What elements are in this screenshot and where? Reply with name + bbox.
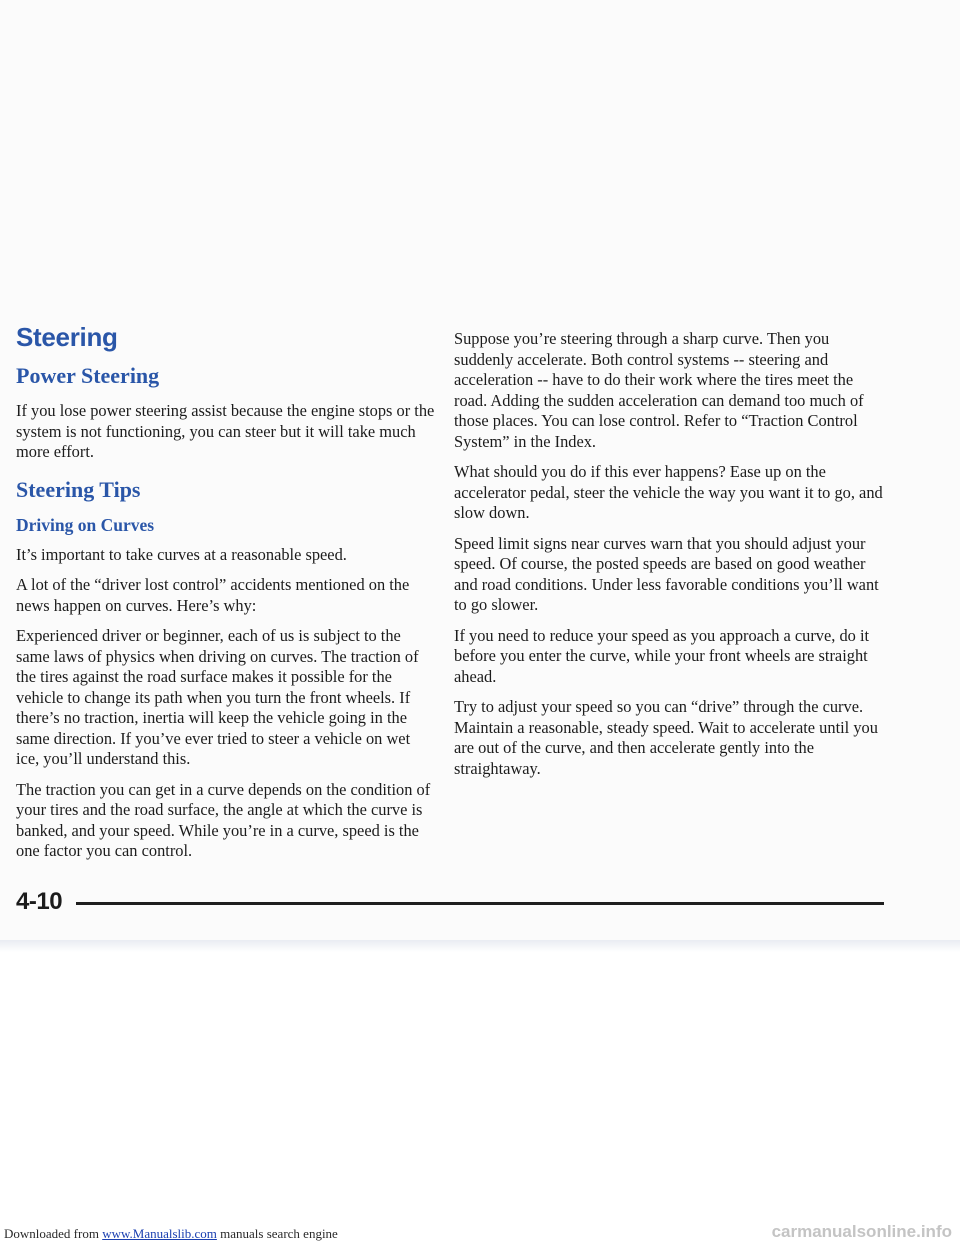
banner-suffix: manuals search engine	[220, 1226, 338, 1241]
section-heading-steering-tips: Steering Tips	[16, 476, 141, 502]
paragraph: The traction you can get in a curve depends on the condition of your tires and the road surface, the angle at which the curve is banked, and your speed. While you’re in a curve, speed is the one factor you can control.	[16, 779, 431, 860]
watermark: carmanualsonline.info	[771, 1222, 952, 1241]
download-banner	[4, 1226, 338, 1242]
manualslib-link[interactable]: www.Manualslib.com	[102, 1226, 217, 1241]
paragraph: Speed limit signs near curves warn that you should adjust your speed. Of course, the posted speeds are based on good weather and road conditions. Under less favorable conditions you’ll want to go slower.	[454, 533, 879, 614]
paragraph: If you need to reduce your speed as you approach a curve, do it before you enter the curve, while your front wheels are straight ahead.	[454, 625, 870, 686]
left-column	[16, 322, 436, 872]
paragraph: What should you do if this ever happens? Ease up on the accelerator pedal, steer the vehicle the way you want it to go, and slow down.	[454, 462, 883, 522]
section-heading-power-steering: Power Steering	[16, 363, 160, 388]
page-number: 4-10	[16, 888, 63, 915]
footer-rule	[76, 902, 884, 905]
subheading-driving-on-curves: Driving on Curves	[16, 514, 155, 535]
right-column	[454, 329, 884, 789]
paragraph: Experienced driver or beginner, each of us is subject to the same laws of physics when driving on curves. The traction of the tires against the road surface makes it possible for the vehicle to change its path when you turn the front wheels. If there’s no traction, inertia will keep the vehicle going in the same direction. If you’ve ever tried to steer a vehicle on wet ice, you’ll understand this.	[16, 626, 419, 768]
page-edge	[0, 940, 960, 952]
paragraph: It’s important to take curves at a reasonable speed.	[16, 544, 347, 564]
banner-prefix: Downloaded from	[4, 1226, 99, 1241]
paragraph: Try to adjust your speed so you can “drive” through the curve. Maintain a reasonable, steady speed. Wait to accelerate until you are out of the curve, and then accelerate gently into the straightaway.	[454, 697, 878, 778]
paragraph: Suppose you’re steering through a sharp curve. Then you suddenly accelerate. Both control systems -- steering and acceleration -- have to do their work where the tires meet the road. Adding the sudden acceleration can demand too much of those places. You can lose control. Refer to “Traction Control System” in the Index.	[454, 329, 864, 451]
page-footer	[16, 888, 884, 922]
page-title: Steering	[16, 322, 118, 352]
power-steering-paragraph: If you lose power steering assist because the engine stops or the system is not functioning, you can steer but it will take much more effort.	[16, 401, 435, 461]
paragraph: A lot of the “driver lost control” accidents mentioned on the news happen on curves. Here’s why:	[16, 575, 410, 615]
